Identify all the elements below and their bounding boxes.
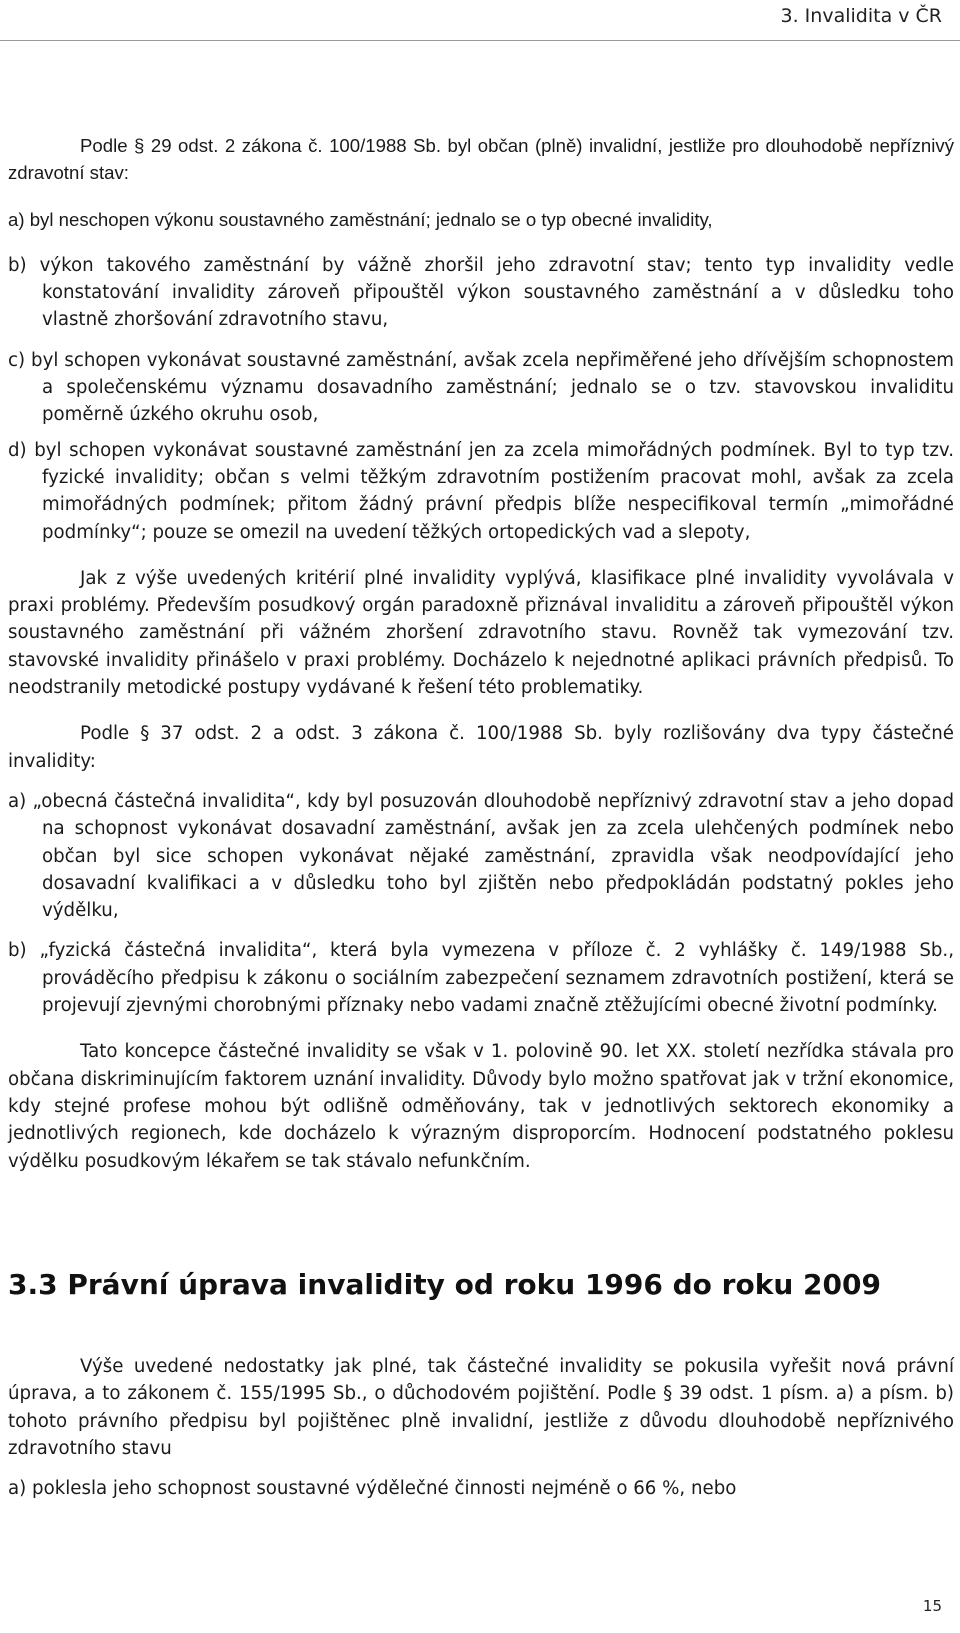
header-rule xyxy=(0,40,960,41)
list-item-physical-partial: b) „fyzická částečná invalidita“, která byla vymezena v příloze č. 2 vyhlášky č. 149/1988 Sb., prováděcího předpisu k zákonu o sociálním zabezpečení seznamem zdravotních postižení, která se projevují zjevnými chorobnými příznaky nebo vadami značně ztěžujícími obecné životní podmínky. xyxy=(8,940,954,1017)
paragraph-problems: Jak z výše uvedených kritérií plné invalidity vyplývá, klasifikace plné invalidity vyvolávala v praxi problémy. Především posudkový orgán paradoxně přiznával invaliditu a zároveň připouštěl výkon soustavného zaměstnání při vážném zhoršení zdravotního stavu. Rovněž tak vymezování tzv. stavovské invalidity přinášelo v praxi problémy. Docházelo k nejednotné aplikaci právních předpisů. To neodstranily metodické postupy vydávané k řešení této problematiky. xyxy=(8,567,954,699)
section-heading: 3.3 Právní úprava invalidity od roku 1996 do roku 2009 xyxy=(8,1268,881,1301)
body-text xyxy=(8,132,954,1175)
list-item-d: d) byl schopen vykonávat soustavné zaměstnání jen za zcela mimořádných podmínek. Byl to typ tzv. fyzické invalidity; občan s velmi těžkým zdravotním postižením pracovat mohl, avšak za zcela mimořádných podmínek; přitom žádný právní předpis blíže nespecifikoval termín „mimořádné podmínky“; pouze se omezil na uvedení těžkých ortopedických vad a slepoty, xyxy=(8,439,954,543)
list-item-decline: a) poklesla jeho schopnost soustavné výdělečné činnosti nejméně o 66 %, nebo xyxy=(8,1478,737,1500)
list-item-c: c) byl schopen vykonávat soustavné zaměstnání, avšak zcela nepřiměřené jeho dřívějším schopnostem a společenskému významu dosavadního zaměstnání; jednalo se o tzv. stavovskou invaliditu poměrně úzkého okruhu osob, xyxy=(8,349,954,426)
paragraph-concept: Tato koncepce částečné invalidity se však v 1. polovině 90. let XX. století nezřídka stávala pro občana diskriminujícím faktorem uznání invalidity. Důvody bylo možno spatřovat jak v tržní ekonomice, kdy stejné profese mohou být odlišně odměňovány, tak v jednotlivých sektorech ekonomiky a jednotlivých regionech, kde docházelo k výrazným disproporcím. Hodnocení podstatného poklesu výdělku posudkovým lékařem se tak stávalo nefunkčním. xyxy=(8,1041,954,1172)
list-item-general-partial: a) „obecná částečná invalidita“, kdy byl posuzován dlouhodobě nepříznivý zdravotní stav a jeho dopad na schopnost vykonávat dosavadní zaměstnání, avšak jen za zcela ulehčených podmínek nebo občan byl sice schopen vykonávat nějaké zaměstnání, zpravidla však neodpovídající jeho dosavadní kvalifikaci a v důsledku toho byl zjištěn nebo předpokládán podstatný pokles jeho výdělku, xyxy=(8,790,954,922)
paragraph-new-law: Výše uvedené nedostatky jak plné, tak částečné invalidity se pokusila vyřešit nová právní úprava, a to zákonem č. 155/1995 Sb., o důchodovém pojištění. Podle § 39 odst. 1 písm. a) a písm. b) tohoto právního předpisu byl pojištěnec plně invalidní, jestliže z důvodu dlouhodobě nepříznivého zdravotního stavu xyxy=(8,1356,954,1459)
paragraph-intro: Podle § 29 odst. 2 zákona č. 100/1988 Sb. byl občan (plně) invalidní, jestliže pro dlouhodobě nepříznivý zdravotní stav: xyxy=(8,135,954,184)
list-item-b: b) výkon takového zaměstnání by vážně zhoršil jeho zdravotní stav; tento typ invalidity vedle konstatování invalidity zároveň připouštěl výkon soustavného zaměstnání a v důsledku toho vlastně zhoršování zdravotního stavu, xyxy=(8,254,954,331)
page-number: 15 xyxy=(922,1597,942,1615)
paragraph-partial-types: Podle § 37 odst. 2 a odst. 3 zákona č. 100/1988 Sb. byly rozlišovány dva typy částečné invalidity: xyxy=(8,723,954,772)
running-header: 3. Invalidita v ČR xyxy=(780,5,942,27)
list-item-a: a) byl neschopen výkonu soustavného zaměstnání; jednalo se o typ obecné invalidity, xyxy=(8,208,713,230)
section-body xyxy=(8,1353,954,1502)
